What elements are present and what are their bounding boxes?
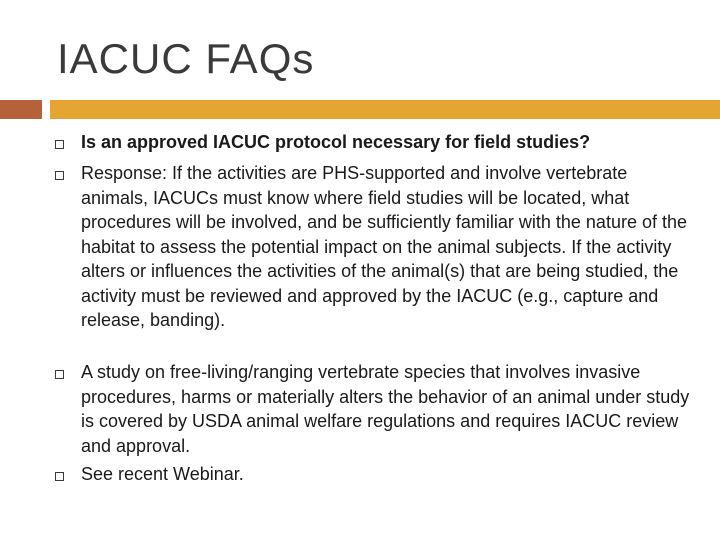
square-bullet-icon (55, 171, 64, 180)
bullet-text: A study on free-living/ranging vertebrate species that involves invasive procedures, harms or materially alters the behavior of an animal under study is covered by USDA animal welfare regulations and requires IACUC review and approval. (81, 362, 690, 456)
bullet-text: Is an approved IACUC protocol necessary for field studies? (81, 132, 591, 152)
slide-title: IACUC FAQs (57, 35, 315, 82)
square-bullet-icon (55, 370, 64, 379)
square-bullet-icon (55, 472, 64, 481)
square-bullet-icon (55, 140, 64, 149)
bullet-text: See recent Webinar. (81, 464, 244, 484)
bullet-text: Response: If the activities are PHS-supported and involve vertebrate animals, IACUCs must know where field studies will be located, what procedures will be involved, and be sufficiently familiar with the nature of the habitat to assess the potential impact on the animal subjects. If the activity alters or influences the activities of the animal(s) that are being studied, the activity must be reviewed and approved by the IACUC (e.g., capture and release, banding). (81, 163, 687, 330)
